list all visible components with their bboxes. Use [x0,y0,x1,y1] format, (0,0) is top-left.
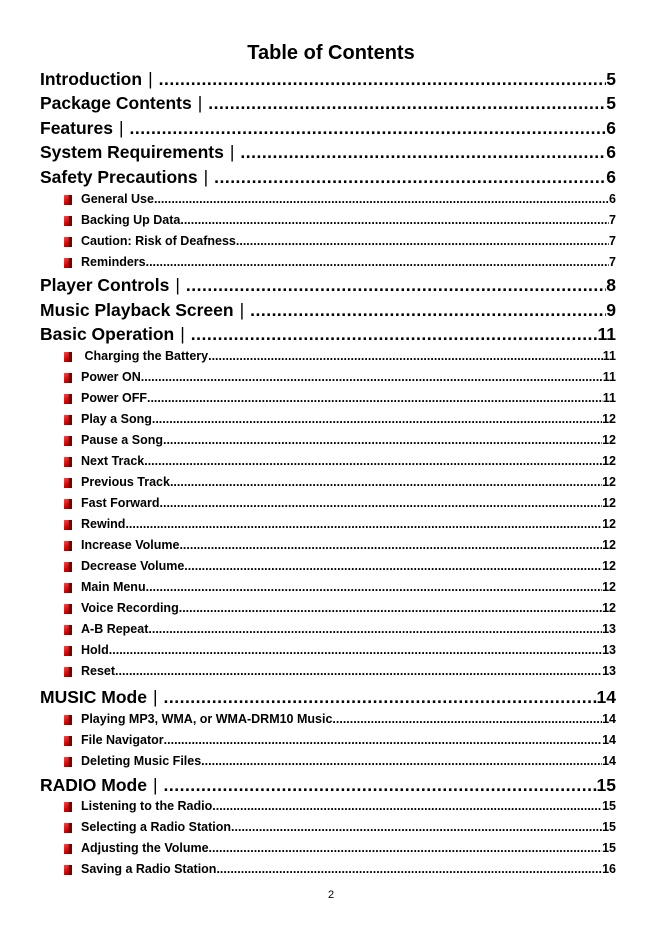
toc-page-number: 8 [606,275,616,295]
toc-subsection-entry[interactable] [64,431,616,449]
dot-leader [144,452,602,470]
bullet-icon [64,562,72,572]
dot-leader [125,515,602,533]
toc-subsection-entry[interactable] [64,410,616,428]
toc-entry-label: Decrease Volume [81,559,185,573]
toc-subsection-entry[interactable] [64,557,616,575]
toc-page-number: 5 [606,69,616,89]
toc-subsection-entry[interactable] [64,494,616,512]
toc-section-entry[interactable] [40,273,616,297]
bullet-icon [64,583,72,593]
toc-subsection-entry[interactable] [64,211,616,229]
dot-leader [147,389,603,407]
toc-entry-label: System Requirements [40,142,224,162]
toc-entry-label: Backing Up Data [81,213,181,227]
dot-leader [148,620,602,638]
dot-leader [231,818,602,836]
toc-subsection-entry[interactable] [64,578,616,596]
toc-page-number: 7 [609,255,616,269]
dot-leader [160,494,603,512]
toc-page-number: 12 [602,412,616,426]
toc-entry-label: Increase Volume [81,538,180,552]
toc-entry-label: Deleting Music Files [81,754,202,768]
toc-page-number: 12 [602,496,616,510]
toc-entry-label: Rewind [81,517,126,531]
toc-entry-label: RADIO Mode [40,775,147,795]
dot-leader [109,641,602,659]
toc-section-entry[interactable] [40,322,616,346]
toc-subsection-entry[interactable] [64,620,616,638]
dot-leader [154,190,609,208]
toc-section-entry[interactable] [40,685,616,709]
toc-page-number: 7 [609,234,616,248]
toc-page-number: 12 [602,433,616,447]
dot-leader [179,536,602,554]
dot-leader [209,839,603,857]
toc-page-number: 6 [606,167,616,187]
toc-section-entry[interactable] [40,116,616,140]
toc-page-number: 12 [602,475,616,489]
toc-entry-label: Next Track [81,454,145,468]
toc-subsection-entry[interactable] [64,253,616,271]
toc-page-number: 14 [596,687,616,707]
toc-entry-label: Safety Precautions [40,167,198,187]
bullet-icon [64,865,72,875]
toc-subsection-entry[interactable] [64,232,616,250]
dot-leader [184,557,602,575]
toc-section-entry[interactable] [40,140,616,164]
dot-leader [214,165,606,189]
toc-page-number: 11 [597,324,616,344]
toc-entry-label: Player Controls [40,275,170,295]
separator-bar: | [229,142,235,162]
dot-leader [212,797,602,815]
separator-bar: | [203,167,209,187]
toc-page-number: 12 [602,454,616,468]
dot-leader [216,860,602,878]
toc-page-number: 11 [602,391,616,405]
toc-subsection-entry[interactable] [64,190,616,208]
bullet-icon [64,195,72,205]
dot-leader [332,710,602,728]
dot-leader [208,347,603,365]
toc-entry-label: Music Playback Screen [40,300,234,320]
toc-page-number: 16 [602,862,616,876]
bullet-icon [64,373,72,383]
bullet-icon [64,844,72,854]
toc-page-number: 12 [602,559,616,573]
toc-entry-label: Fast Forward [81,496,160,510]
toc-entry-label: Play a Song [81,412,152,426]
toc-page-number: 11 [602,349,616,363]
toc-subsection-entry[interactable] [64,473,616,491]
dot-leader [208,91,606,115]
toc-entry-label: Introduction [40,69,143,89]
bullet-icon [64,715,72,725]
toc-entry-label: Basic Operation [40,324,175,344]
toc-page-number: 12 [602,601,616,615]
bullet-icon [64,646,72,656]
toc-subsection-entry[interactable] [64,818,616,836]
bullet-icon [64,352,72,362]
toc-entry-label: Adjusting the Volume [81,841,209,855]
separator-bar: | [152,687,158,707]
toc-entry-label: File Navigator [81,733,164,747]
toc-section-entry[interactable] [40,91,616,115]
toc-page-number: 7 [609,213,616,227]
toc-entry-label: Package Contents [40,93,192,113]
toc-subsection-entry[interactable] [64,710,616,728]
bullet-icon [64,823,72,833]
toc-subsection-entry[interactable] [64,389,616,407]
toc-entry-label: A-B Repeat [81,622,149,636]
toc-subsection-entry[interactable] [64,860,616,878]
toc-subsection-entry[interactable] [64,368,616,386]
separator-bar: | [197,93,203,113]
toc-entry-label: Reminders [81,255,146,269]
toc-page-number: 11 [602,370,616,384]
bullet-icon [64,415,72,425]
toc-section-entry[interactable] [40,165,616,189]
toc-section-entry[interactable] [40,773,616,797]
dot-leader [164,731,602,749]
separator-bar: | [180,324,185,344]
toc-entry-label: Features [40,118,113,138]
toc-entry-label: Charging the Battery [81,349,209,363]
toc-page-number: 14 [602,712,616,726]
toc-entry-label: Previous Track [81,475,170,489]
toc-page-number: 13 [602,622,616,636]
toc-subsection-entry[interactable] [64,839,616,857]
toc-page-number: 6 [609,192,616,206]
toc-subsection-entry[interactable] [64,662,616,680]
dot-leader [146,253,609,271]
toc-subsection-entry[interactable] [64,515,616,533]
bullet-icon [64,757,72,767]
toc-entry-label: Voice Recording [81,601,179,615]
dot-leader [115,662,602,680]
dot-leader [186,273,606,297]
bullet-icon [64,394,72,404]
bullet-icon [64,604,72,614]
toc-entry-label: Power OFF [81,391,147,405]
bullet-icon [64,667,72,677]
toc-entry-label: Power ON [81,370,141,384]
separator-bar: | [148,69,153,89]
toc-page-number: 5 [606,93,616,113]
toc-entry-label: Saving a Radio Station [81,862,217,876]
toc-entry-label: Playing MP3, WMA, or WMA-DRM10 Music [81,712,333,726]
dot-leader [159,67,607,91]
page-number: 2 [327,889,335,901]
dot-leader [180,211,609,229]
dot-leader [130,116,607,140]
bullet-icon [64,436,72,446]
toc-section-entry[interactable] [40,298,616,322]
toc-entry-label: Selecting a Radio Station [81,820,232,834]
toc-page-number: 15 [602,799,616,813]
toc-entry-label: Listening to the Radio [81,799,213,813]
bullet-icon [64,216,72,226]
dot-leader [240,140,606,164]
toc-page-number: 15 [596,775,616,795]
dot-leader [236,232,609,250]
toc-page-number: 14 [602,733,616,747]
toc-entry-label: Reset [81,664,116,678]
bullet-icon [64,499,72,509]
toc-entry-label: Hold [81,643,109,657]
bullet-icon [64,258,72,268]
toc-page-number: 15 [602,841,616,855]
dot-leader [201,752,602,770]
toc-entry-label: Caution: Risk of Deafness [81,234,236,248]
toc-subsection-entry[interactable] [64,752,616,770]
toc-entry-label: MUSIC Mode [40,687,147,707]
toc-entry-label: Main Menu [81,580,146,594]
bullet-icon [64,802,72,812]
toc-subsection-entry[interactable] [64,731,616,749]
separator-bar: | [239,300,245,320]
toc-entry-label: General Use [81,192,154,206]
toc-page-number: 14 [602,754,616,768]
dot-leader [164,685,597,709]
separator-bar: | [175,275,180,295]
toc-subsection-entry[interactable] [64,452,616,470]
bullet-icon [64,520,72,530]
dot-leader [164,773,597,797]
toc-page-number: 13 [602,643,616,657]
dot-leader [170,473,602,491]
toc-subsection-entry[interactable] [64,641,616,659]
toc-section-entry[interactable] [40,67,616,91]
toc-page-number: 12 [602,580,616,594]
toc-subsection-entry[interactable] [64,797,616,815]
toc-page-number: 13 [602,664,616,678]
toc-page-number: 6 [606,118,616,138]
separator-bar: | [152,775,158,795]
dot-leader [146,578,603,596]
dot-leader [250,298,606,322]
toc-page-number: 12 [602,517,616,531]
dot-leader [163,431,602,449]
dot-leader [179,599,602,617]
bullet-icon [64,736,72,746]
toc-subsection-entry[interactable] [64,599,616,617]
toc-subsection-entry[interactable] [64,347,616,365]
dot-leader [141,368,603,386]
toc-subsection-entry[interactable] [64,536,616,554]
page-title: Table of Contents [247,42,415,64]
dot-leader [152,410,602,428]
separator-bar: | [118,118,124,138]
toc-page-number: 9 [606,300,616,320]
toc-entry-label: Pause a Song [81,433,163,447]
bullet-icon [64,541,72,551]
bullet-icon [64,457,72,467]
bullet-icon [64,625,72,635]
bullet-icon [64,237,72,247]
dot-leader [191,322,598,346]
toc-page-number: 6 [606,142,616,162]
bullet-icon [64,478,72,488]
toc-page-number: 15 [602,820,616,834]
toc-page-number: 12 [602,538,616,552]
